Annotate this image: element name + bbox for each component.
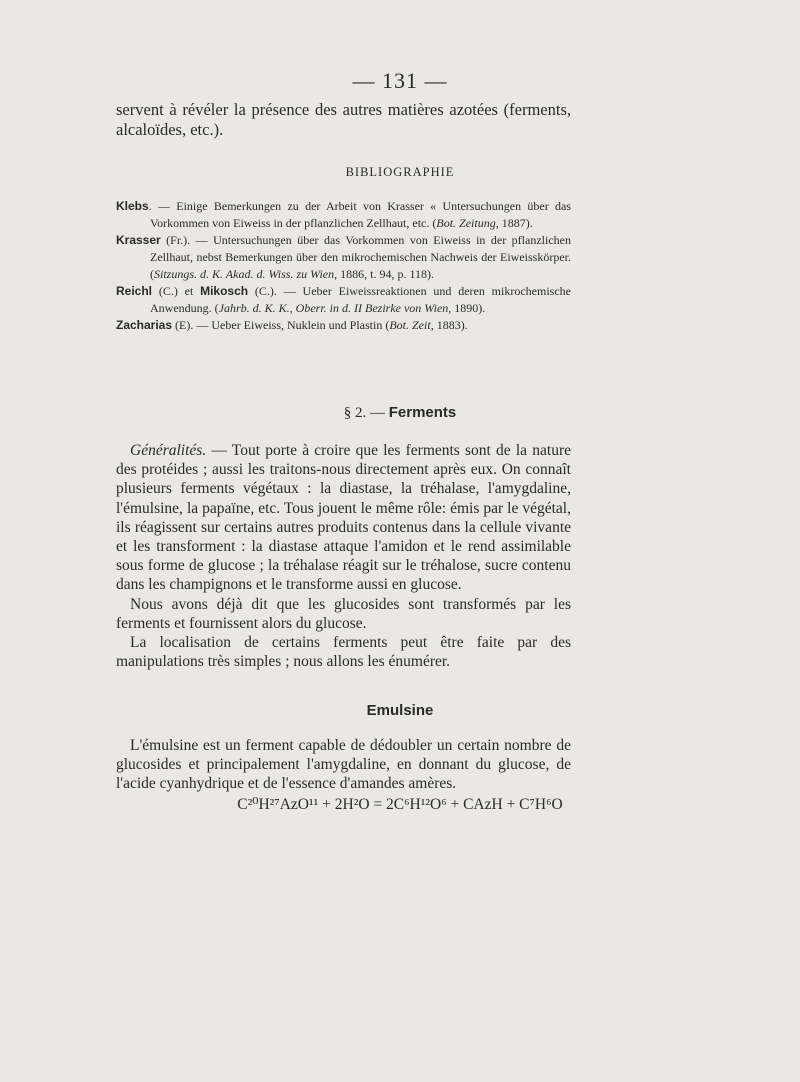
bibliography-list: [116, 198, 571, 334]
bib-author: Zacharias: [116, 318, 173, 332]
ferments-body: [116, 441, 571, 671]
bib-text: (Fr.). — Untersuchungen über das Vorkommen von Eiweiss in der pflanzlichen Zellhaut, nebst Bemerkungen über den mikrochemischen Nachweis der Eiweisskörper. (: [150, 233, 571, 281]
paragraph: [116, 441, 571, 595]
bib-text: , 1886, t. 94, p. 118).: [334, 267, 435, 281]
bib-text: (C.). — Ueber Eiweissreaktionen und deren mikrochemische Anwendung. (: [150, 284, 571, 315]
intro-paragraph: servent à révéler la présence des autres matières azotées (ferments, alcaloïdes, etc.).: [116, 100, 571, 139]
bib-entry: [116, 283, 571, 317]
subsection-title: Emulsine: [366, 702, 434, 719]
bib-text: , 1883).: [430, 318, 468, 332]
bib-journal: Bot. Zeitung: [436, 216, 496, 230]
bib-journal: Sitzungs. d. K. Akad. d. Wiss. zu Wien: [154, 267, 335, 281]
bib-entry: [116, 317, 571, 334]
bib-author: Reichl: [116, 284, 153, 298]
bib-entry: [116, 232, 571, 283]
bib-text: , 1890).: [448, 301, 486, 315]
page-number: — 131 —: [352, 68, 448, 93]
bib-entry: [116, 198, 571, 232]
paragraph: La localisation de certains ferments peut être faite par des manipulations très simples ; nous allons les énumérer.: [116, 634, 571, 671]
bib-author: Krasser: [116, 233, 161, 247]
bib-text: , 1887).: [495, 216, 533, 230]
section-number: § 2. —: [343, 405, 389, 421]
bibliography-title: BIBLIOGRAPHIE: [345, 165, 455, 179]
bib-author: Klebs: [116, 199, 149, 213]
paragraph: Nous avons déjà dit que les glucosides sont transformés par les ferments et fournissent alors du glucose.: [116, 595, 571, 632]
bib-text: . — Einige Bemerkungen zu der Arbeit von Krasser « Untersuchungen über das Vorkommen von Eiweiss in der pflanzlichen Zellhaut, etc. (: [148, 199, 571, 230]
emulsine-body: [116, 736, 571, 794]
bib-journal: Bot. Zeit: [389, 318, 431, 332]
bib-text: (C.) et: [152, 284, 201, 298]
paragraph-text: — Tout porte à croire que les ferments sont de la nature des protéides ; aussi les traitons-nous directement après eux. On connaît plusieurs ferments végétaux : la diastase, la tréhalase, l'amygdaline, l'émulsine, la papaïne, etc. Tous jouent le même rôle: émis par le végétal, ils réagissent sur certains autres produits contenus dans la cellule vivante et les transforment : la diastase attaque l'amidon et le rend assimilable sous forme de glucose ; la tréhalase réagit sur le tréhalose, sucre contenu dans les champignons et le transforme aussi en glucose.: [116, 442, 571, 594]
bib-text: (E). — Ueber Eiweiss, Nuklein und Plastin (: [172, 318, 390, 332]
paragraph-lead: Généralités.: [130, 442, 207, 459]
paragraph: L'émulsine est un ferment capable de dédoubler un certain nombre de glucosides et principalement l'amygdaline, en donnant du glucose, de l'acide cyanhydrique et de l'essence d'amandes amères.: [116, 737, 571, 793]
bib-author: Mikosch: [200, 284, 249, 298]
chemical-formula: C²⁰H²⁷AzO¹¹ + 2H²O = 2C⁶H¹²O⁶ + CAzH + C⁷H⁶O: [237, 796, 563, 813]
section-heading: [0, 404, 800, 422]
section-title: Ferments: [388, 404, 457, 421]
bib-journal: Jahrb. d. K. K., Oberr. in d. II Bezirke von Wien: [218, 301, 449, 315]
